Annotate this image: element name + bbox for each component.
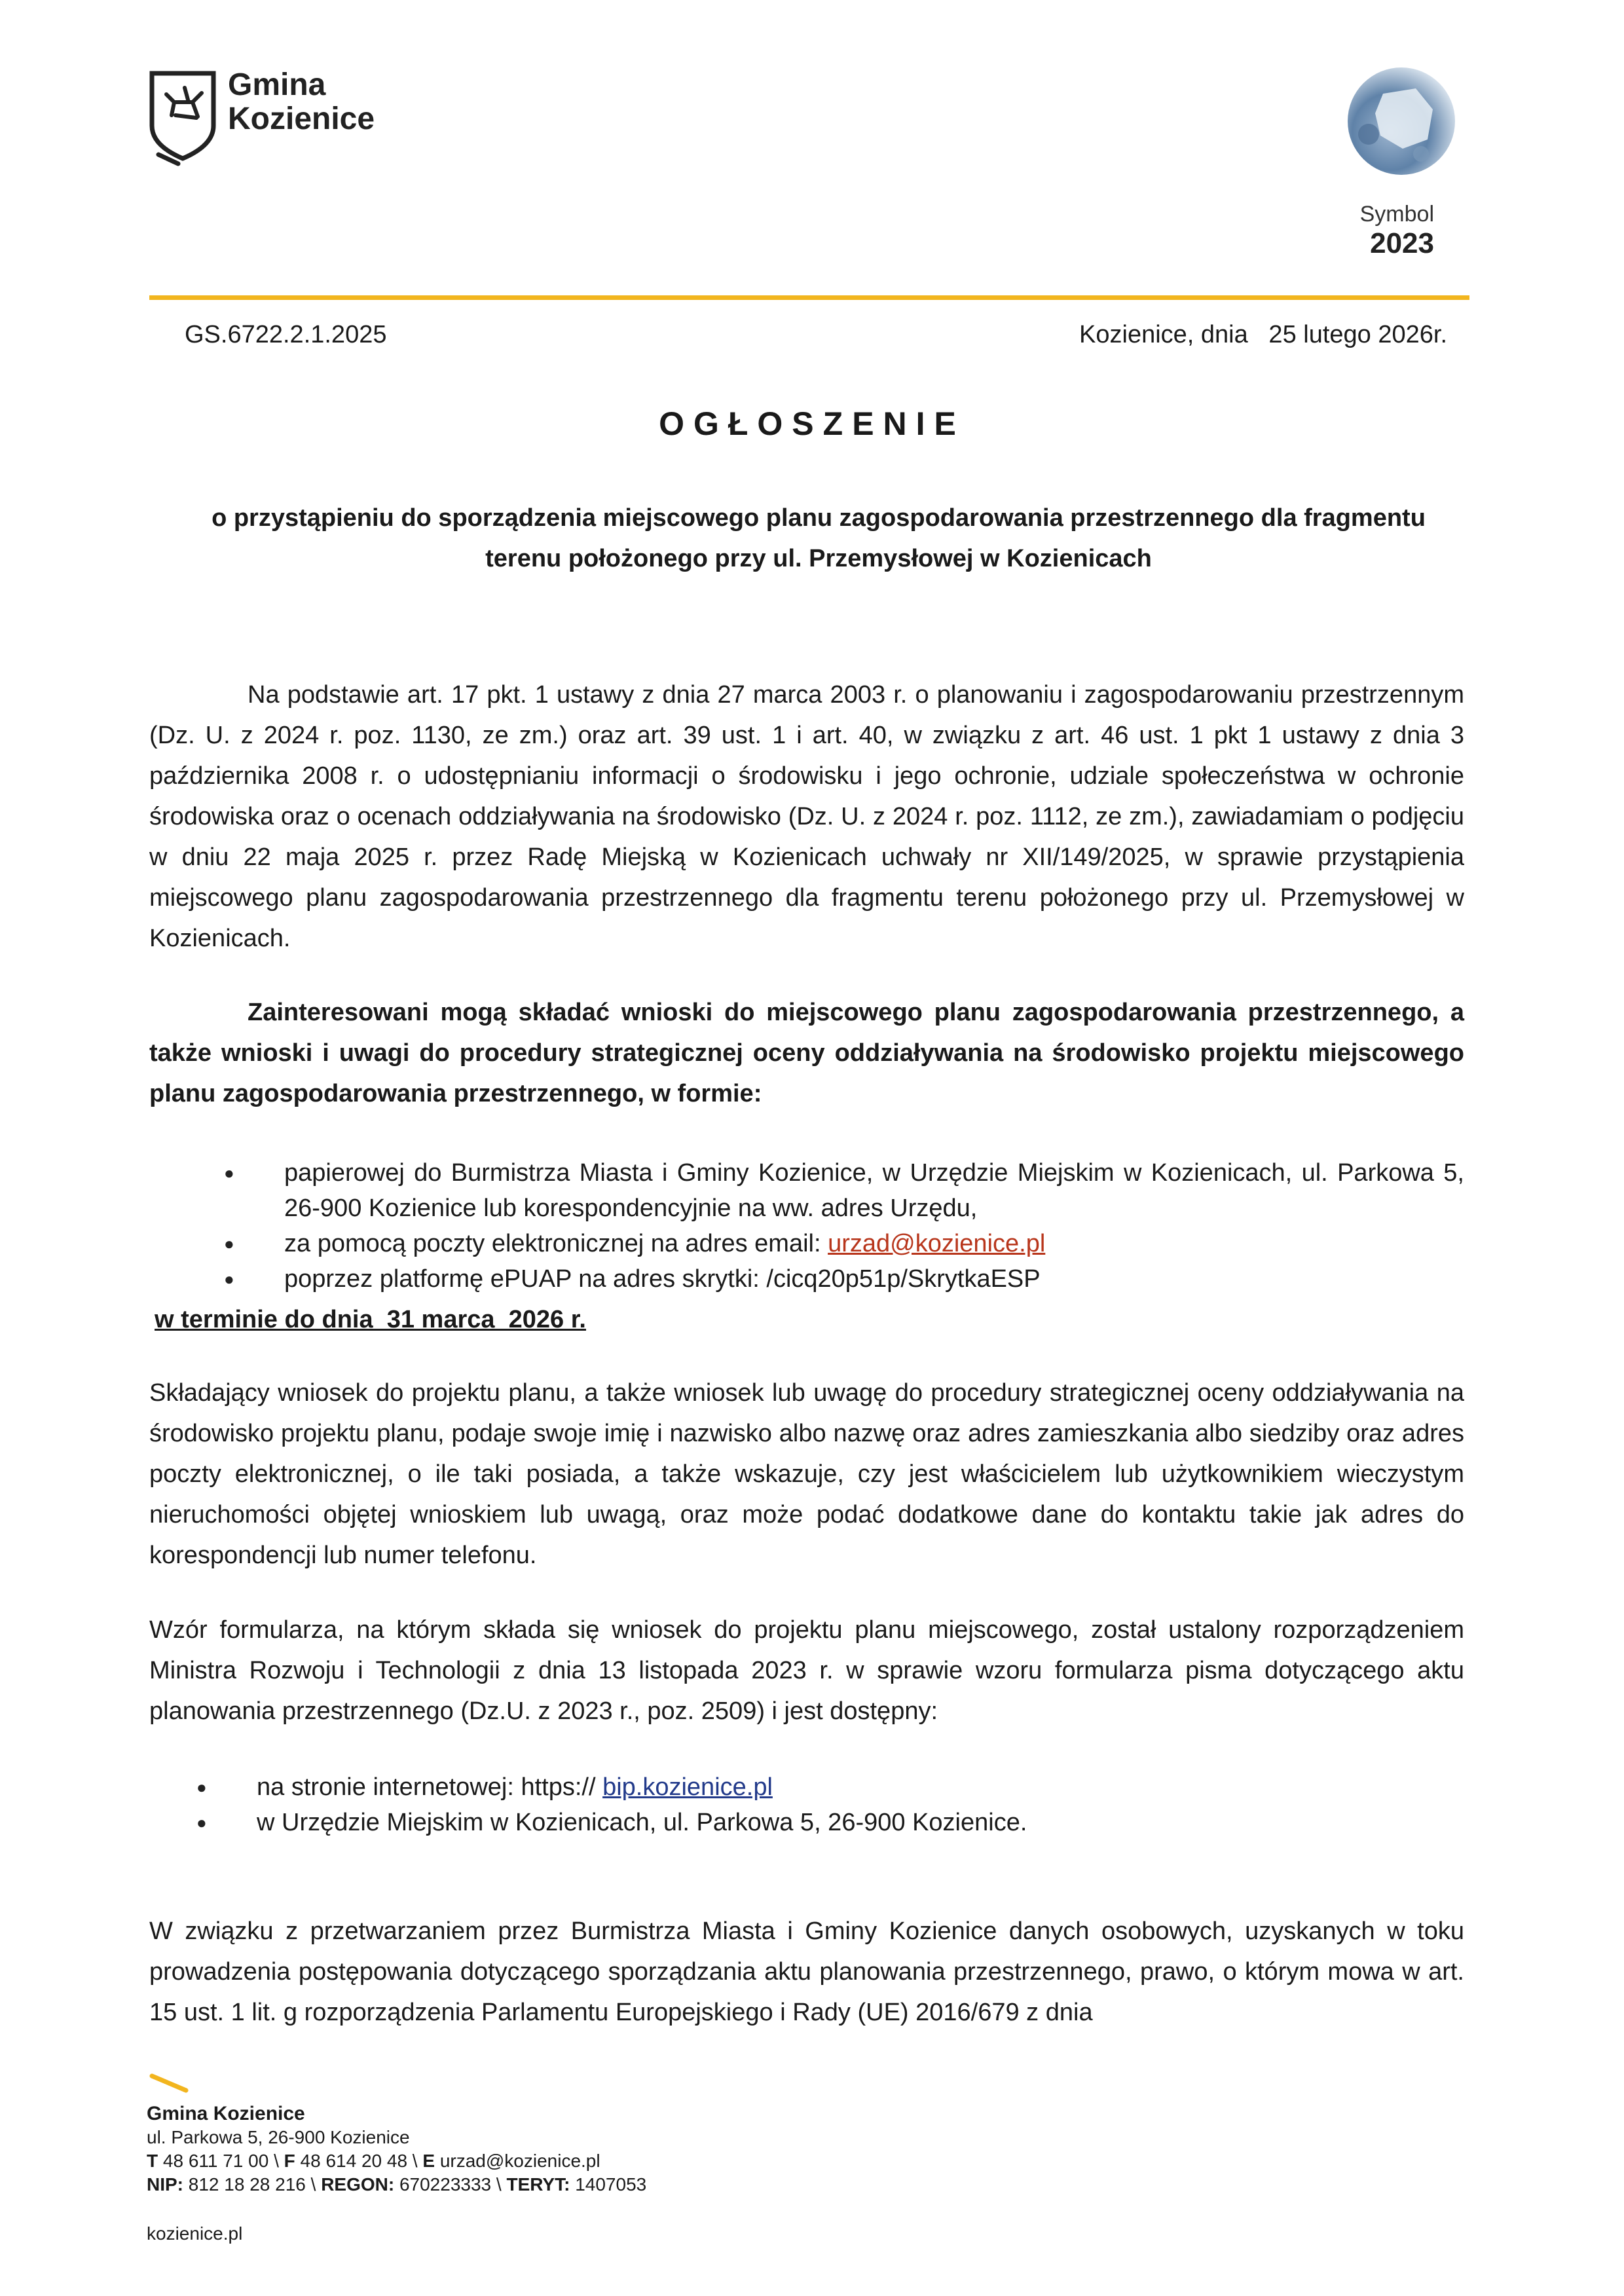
footer-phone-line: [147, 2149, 646, 2173]
paragraph-form-template: Wzór formularza, na którym składa się wniosek do projektu planu miejscowego, został ustalony rozporządzeniem Ministra Rozwoju i Technologii z dnia 13 listopada 2023 r. w sprawie wzoru formularza pisma dotyczącego aktu planowania przestrzennego (Dz.U. z 2023 r., poz. 2509) i jest dostępny:: [149, 1616, 1464, 1725]
list-item-email: [224, 1226, 1464, 1261]
footer-fax: 48 614 20 48 \: [295, 2151, 423, 2171]
paragraph-personal-data: W związku z przetwarzaniem przez Burmistrza Miasta i Gminy Kozienice danych osobowych, uzyskanych w toku prowadzenia postępowania dotyczącego sporządzania aktu planowania przestrzennego, prawo, o którym mowa w art. 15 ust. 1 lit. g rozporządzenia Parlamentu Europejskiego i Rady (UE) 2016/679 z dnia: [149, 1917, 1464, 2026]
case-number: GS.6722.2.1.2025: [185, 321, 387, 348]
list-item-email-text: za pomocą poczty elektronicznej na adres email:: [284, 1230, 828, 1257]
footer-nip-label: NIP:: [147, 2174, 183, 2194]
list-item-paper-text: papierowej do Burmistrza Miasta i Gminy Kozienice, w Urzędzie Miejskim w Kozienicach, ul. Parkowa 5, 26-900 Kozienice lub korespondencyjnie na ww. adres Urzędu,: [284, 1159, 1464, 1222]
list-item-epuap: [224, 1261, 1464, 1297]
footer-phone: 48 611 71 00 \: [158, 2151, 284, 2171]
submission-forms-list: [224, 1155, 1464, 1297]
list-item-website: [196, 1769, 1464, 1805]
document-title: OGŁOSZENIE: [659, 405, 965, 442]
logo-line-kozienice: Kozienice: [228, 102, 375, 136]
footer-teryt-label: TERYT:: [506, 2174, 570, 2194]
email-link[interactable]: urzad@kozienice.pl: [828, 1230, 1046, 1257]
list-item-office-text: w Urzędzie Miejskim w Kozienicach, ul. Parkowa 5, 26-900 Kozienice.: [257, 1809, 1027, 1836]
logo-wordmark: [228, 68, 375, 136]
footer-website: kozienice.pl: [147, 2223, 243, 2244]
place-and-date: Kozienice, dnia 25 lutego 2026r.: [1079, 321, 1447, 348]
symbol-2023-emblem-icon: [1342, 62, 1460, 180]
footer-contact: [147, 2102, 646, 2196]
footer-ids-line: [147, 2173, 646, 2196]
footer-t-label: T: [147, 2151, 158, 2171]
footer-f-label: F: [284, 2151, 295, 2171]
gmina-kozienice-crest-icon: [147, 68, 219, 166]
footer-nip: 812 18 28 216 \: [183, 2174, 322, 2194]
logo-line-gmina: Gmina: [228, 67, 326, 102]
header-divider: [149, 295, 1469, 300]
footer-regon: 670223333 \: [394, 2174, 507, 2194]
list-item-office: [196, 1805, 1464, 1840]
footer-e-label: E: [422, 2151, 435, 2171]
symbol-year: 2023: [1370, 227, 1434, 259]
footer-regon-label: REGON:: [321, 2174, 395, 2194]
submission-deadline: w terminie do dnia 31 marca 2026 r.: [155, 1306, 586, 1333]
footer-org-name: Gmina Kozienice: [147, 2103, 305, 2124]
footer-email: urzad@kozienice.pl: [435, 2151, 600, 2171]
bip-link[interactable]: bip.kozienice.pl: [602, 1773, 773, 1801]
document-subtitle: o przystąpieniu do sporządzenia miejscowego planu zagospodarowania przestrzennego dla fragmentu terenu położonego przy ul. Przemysłowej w Kozienicach: [212, 504, 1426, 572]
paragraph-legal-basis: Na podstawie art. 17 pkt. 1 ustawy z dnia 27 marca 2003 r. o planowaniu i zagospodarowaniu przestrzennym (Dz. U. z 2024 r. poz. 1130, ze zm.) oraz art. 39 ust. 1 i art. 40, w związku z art. 46 ust. 1 pkt 1 ustawy z dnia 3 października 2008 r. o udostępnianiu informacji o środowisku i jego ochronie, udziale społeczeństwa w ochronie środowiska oraz o ocenach oddziaływania na środowisko (Dz. U. z 2024 r. poz. 1112, ze zm.), zawiadamiam o podjęciu w dniu 22 maja 2025 r. przez Radę Miejską w Kozienicach uchwały nr XII/149/2025, w sprawie przystąpienia miejscowego planu zagospodarowania przestrzennego dla fragmentu terenu położonego przy ul. Przemysłowej w Kozienicach.: [149, 681, 1464, 952]
list-item-paper: [224, 1155, 1464, 1226]
symbol-caption: Symbol: [1359, 202, 1434, 227]
paragraph-applicant-data: Składający wniosek do projektu planu, a także wniosek lub uwagę do procedury strategicznej oceny oddziaływania na środowisko projektu planu, podaje swoje imię i nazwisko albo nazwę oraz adres zamieszkania albo siedziby oraz adres poczty elektronicznej, o ile taki posiada, a także wskazuje, czy jest właścicielem lub użytkownikiem wieczystym nieruchomości objętej wnioskiem lub uwagą, oraz może podać dodatkowe dane do kontaktu takie jak adres do korespondencji lub numer telefonu.: [149, 1379, 1464, 1569]
paragraph-submission-intro: Zainteresowani mogą składać wnioski do miejscowego planu zagospodarowania przestrzennego, a także wnioski i uwagi do procedury strategicznej oceny oddziaływania na środowisko projektu miejscowego planu zagospodarowania przestrzennego, w formie:: [149, 999, 1464, 1107]
availability-list: [196, 1769, 1464, 1840]
list-item-website-text: na stronie internetowej: https://: [257, 1773, 603, 1801]
list-item-epuap-text: poprzez platformę ePUAP na adres skrytki: /cicq20p51p/SkrytkaESP: [284, 1265, 1041, 1293]
footer-teryt: 1407053: [570, 2174, 647, 2194]
footer-accent-mark: [149, 2073, 189, 2093]
footer-address: ul. Parkowa 5, 26-900 Kozienice: [147, 2127, 410, 2147]
